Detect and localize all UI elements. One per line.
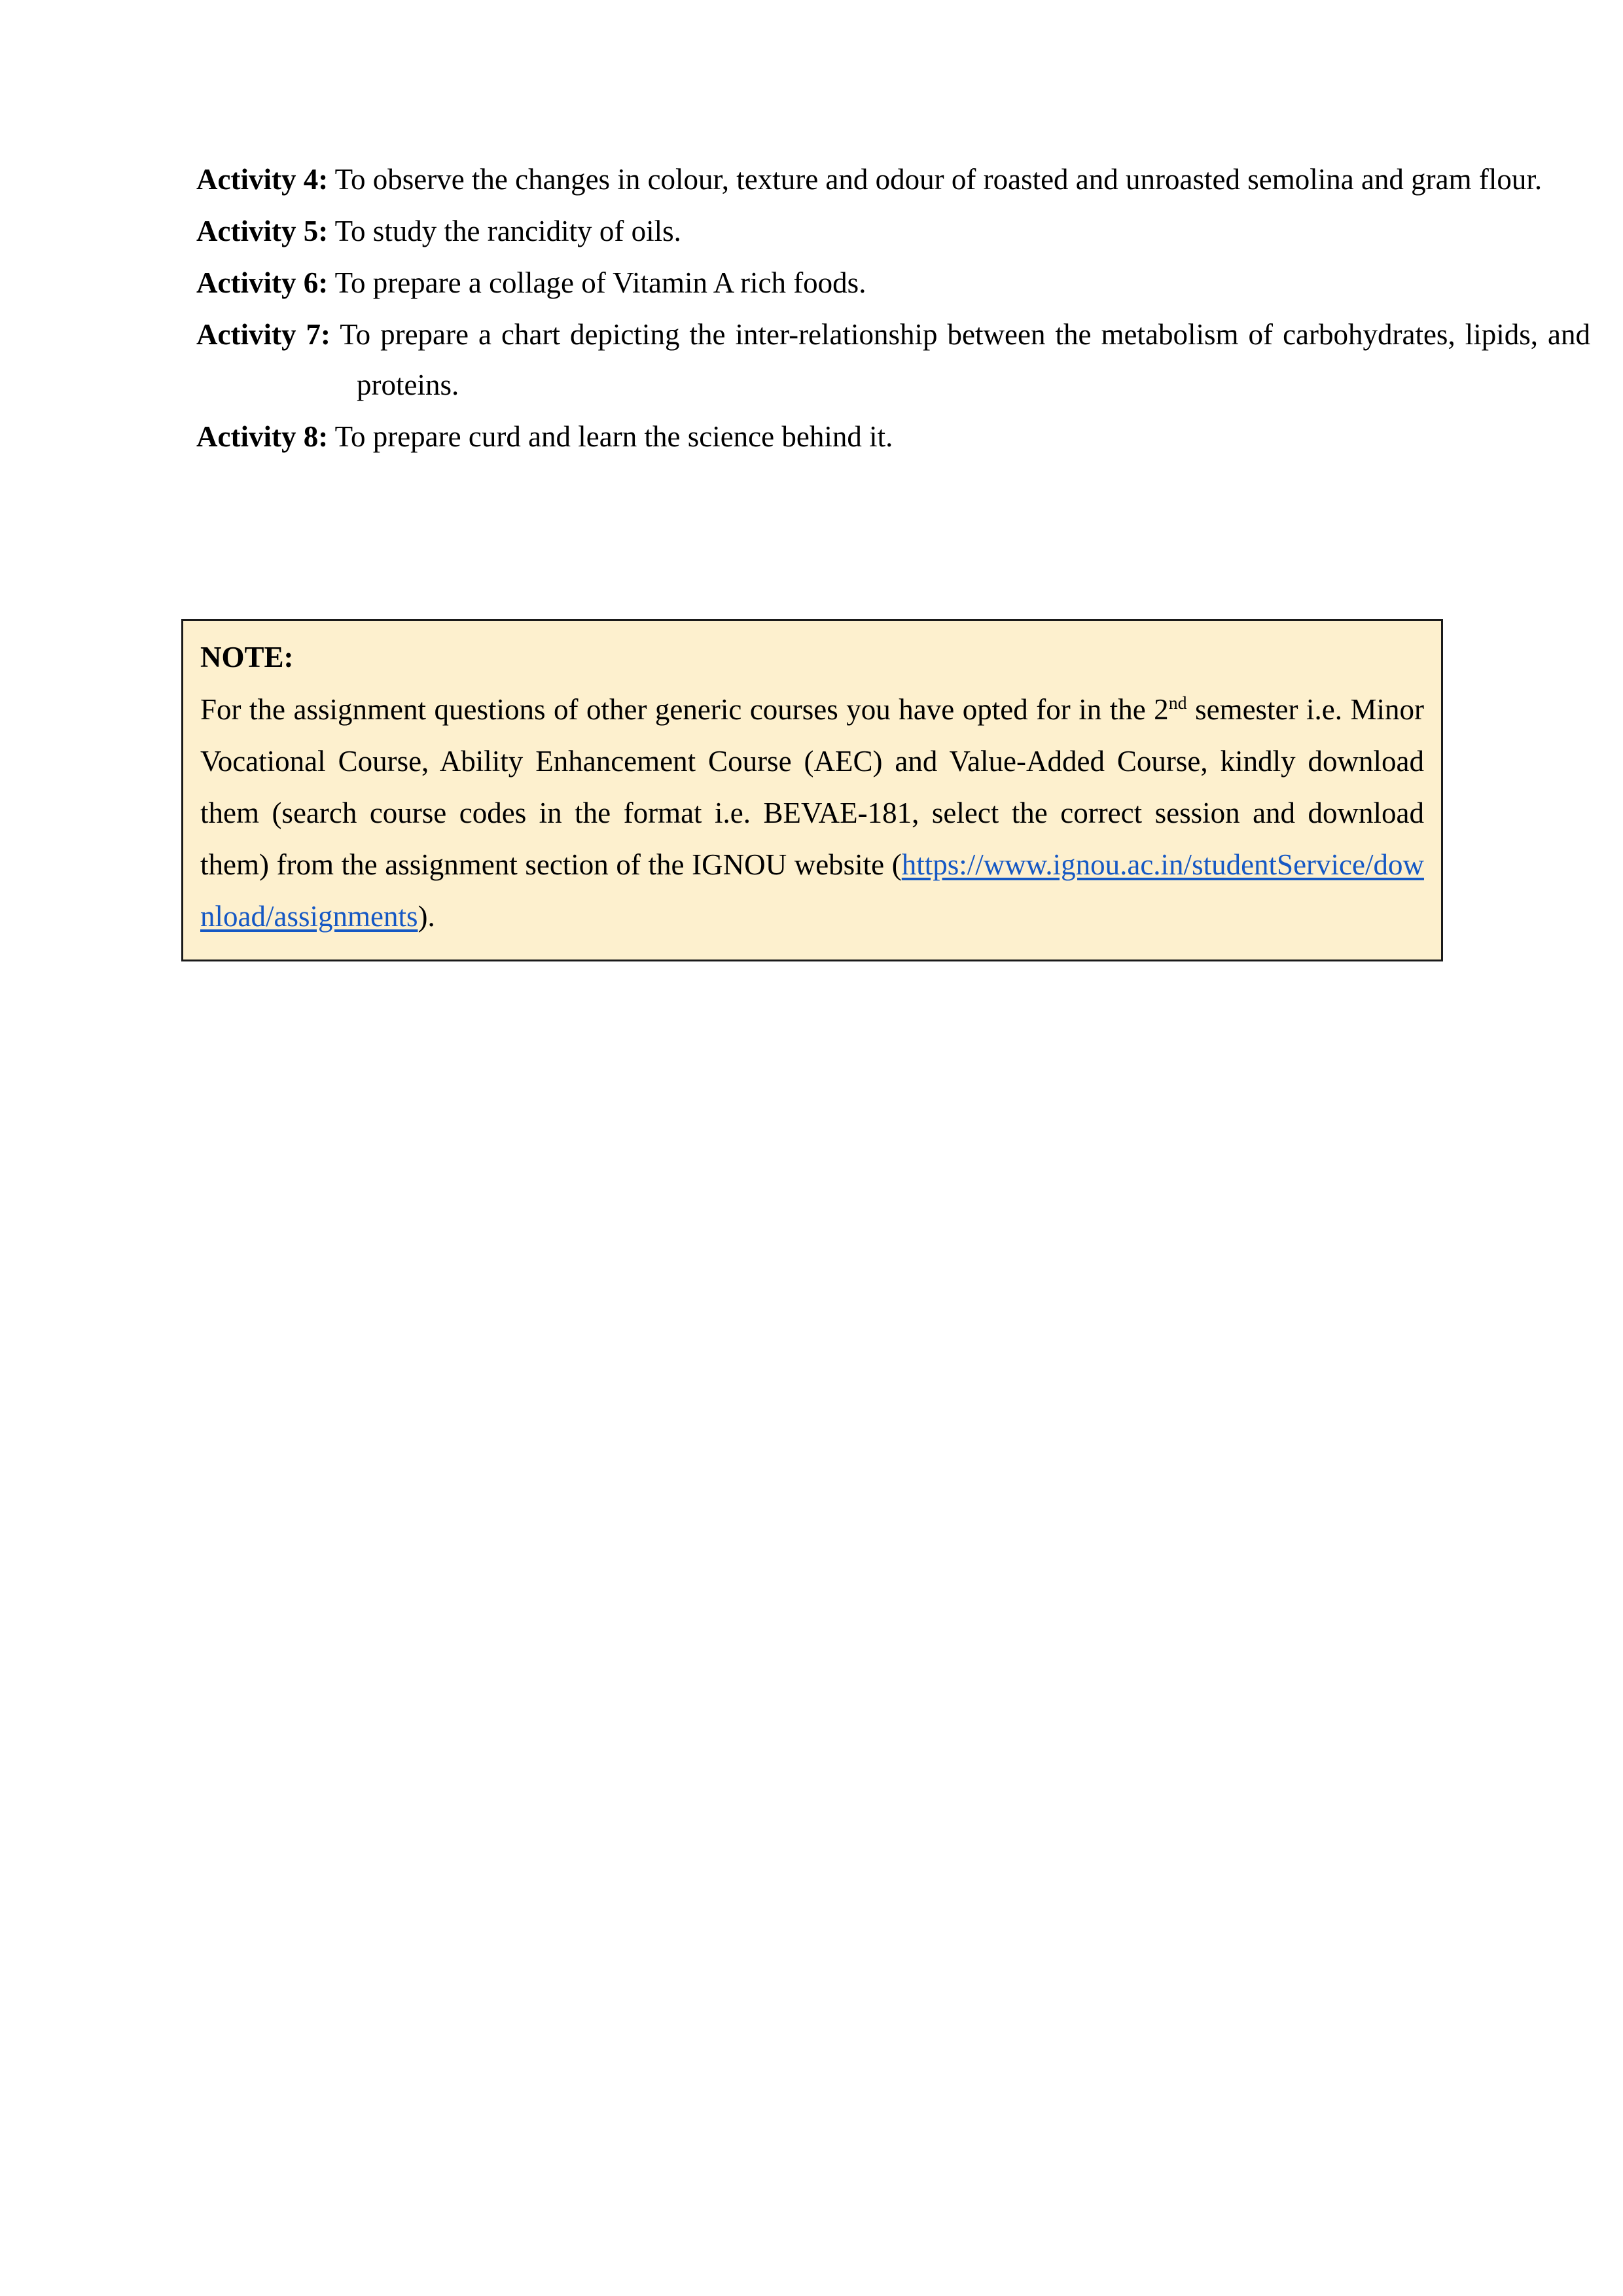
- activity-item: [196, 206, 1590, 257]
- activity-label: Activity 7:: [196, 318, 330, 351]
- note-body-text-start: For the assignment questions of other generic courses you have opted for in the 2: [200, 693, 1169, 726]
- document-content: [196, 154, 1591, 462]
- note-body-text-end: ).: [418, 900, 435, 933]
- ignou-assignments-link[interactable]: https://www.ignou.ac.in/studentService/download/assignments: [200, 848, 1424, 933]
- activity-description: To prepare a collage of Vitamin A rich foods.: [334, 266, 866, 299]
- note-body: [200, 684, 1424, 942]
- activity-label: Activity 4:: [196, 163, 329, 196]
- note-ordinal-superscript: nd: [1168, 693, 1187, 713]
- activity-item: [196, 310, 1590, 410]
- note-callout-box: [181, 619, 1443, 961]
- activity-description: To observe the changes in colour, texture and odour of roasted and unroasted semolina and gram flour.: [334, 163, 1543, 196]
- note-body-text-middle: semester i.e. Minor Vocational Course, Ability Enhancement Course (AEC) and Value-Added Course, kindly download them (search course codes in the format i.e. BEVAE-181, select the correct session and download them) from the assignment section of the IGNOU website (: [200, 693, 1424, 881]
- activity-item: [196, 412, 1590, 462]
- activity-label: Activity 6:: [196, 266, 329, 299]
- activity-item: [196, 258, 1590, 308]
- activity-item: [196, 154, 1590, 205]
- activity-list: [196, 154, 1591, 462]
- activity-label: Activity 8:: [196, 420, 329, 453]
- activity-description: To prepare curd and learn the science behind it.: [334, 420, 893, 453]
- activity-description: To study the rancidity of oils.: [334, 215, 681, 247]
- activity-label: Activity 5:: [196, 215, 329, 247]
- note-title: NOTE:: [200, 641, 294, 673]
- activity-description: To prepare a chart depicting the inter-relationship between the metabolism of carbohydrates, lipids, and proteins.: [340, 318, 1591, 401]
